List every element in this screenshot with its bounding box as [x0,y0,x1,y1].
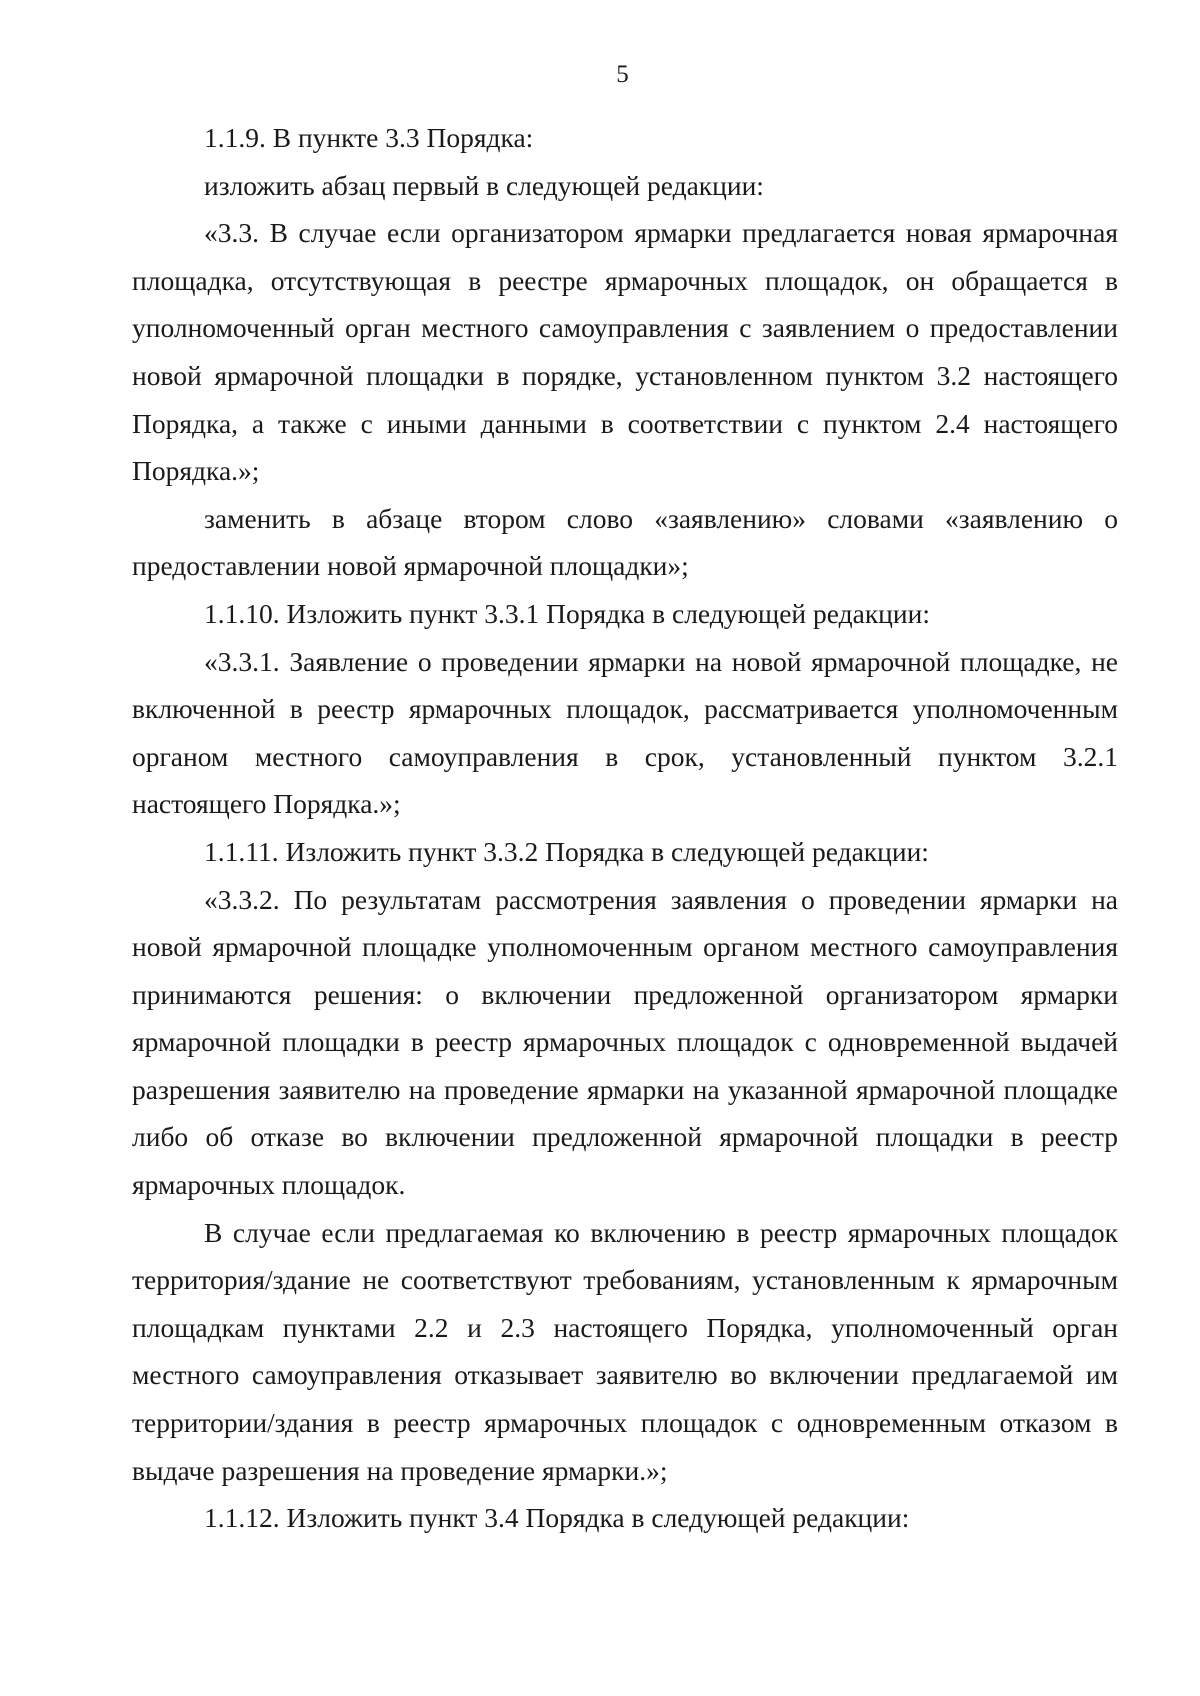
paragraph-1-1-11: 1.1.11. Изложить пункт 3.3.2 Порядка в следующей редакции: [204,835,929,867]
paragraph-1-1-12: 1.1.12. Изложить пункт 3.4 Порядка в следующей редакции: [204,1502,910,1534]
paragraph-refusal-case: В случае если предлагаемая ко включению в реестр ярмарочных площадок территория/здание не соответствуют требованиям, установленным к ярмарочным площадкам пунктами 2.2 и 2.3 настоящего Порядка, уполномоченный орган местного самоуправления отказывает заявителю во включении предлагаемой им территории/здания в реестр ярмарочных площадок с одновременным отказом в выдаче разрешения на проведение ярмарки.»; [132,1216,1118,1486]
paragraph-amend-first: изложить абзац первый в следующей редакции: [204,169,764,201]
paragraph-replace-word: заменить в абзаце втором слово «заявлению» словами «заявлению о предоставлении новой ярмарочной площадки»; [132,502,1118,582]
document-body [132,114,1118,1542]
paragraph-3-3: «3.3. В случае если организатором ярмарки предлагается новая ярмарочная площадка, отсутствующая в реестре ярмарочных площадок, он обращается в уполномоченный орган местного самоуправления с заявлением о предоставлении новой ярмарочной площадки в порядке, установленном пунктом 3.2 настоящего Порядка, а также с иными данными в соответствии с пунктом 2.4 настоящего Порядка.»; [132,217,1118,487]
page-number: 5 [616,61,629,88]
paragraph-1-1-9: 1.1.9. В пункте 3.3 Порядка: [204,122,534,153]
paragraph-3-3-2: «3.3.2. По результатам рассмотрения заявления о проведении ярмарки на новой ярмарочной площадке уполномоченным органом местного самоуправления принимаются решения: о включении предложенной организатором ярмарки ярмарочной площадки в реестр ярмарочных площадок с одновременной выдачей разрешения заявителю на проведение ярмарки на указанной ярмарочной площадке либо об отказе во включении предложенной ярмарочной площадки в реестр ярмарочных площадок. [132,883,1118,1201]
paragraph-1-1-10: 1.1.10. Изложить пункт 3.3.1 Порядка в следующей редакции: [204,597,930,629]
paragraph-3-3-1: «3.3.1. Заявление о проведении ярмарки на новой ярмарочной площадке, не включенной в реестр ярмарочных площадок, рассматривается уполномоченным органом местного самоуправления в срок, установленный пунктом 3.2.1 настоящего Порядка.»; [132,645,1118,820]
